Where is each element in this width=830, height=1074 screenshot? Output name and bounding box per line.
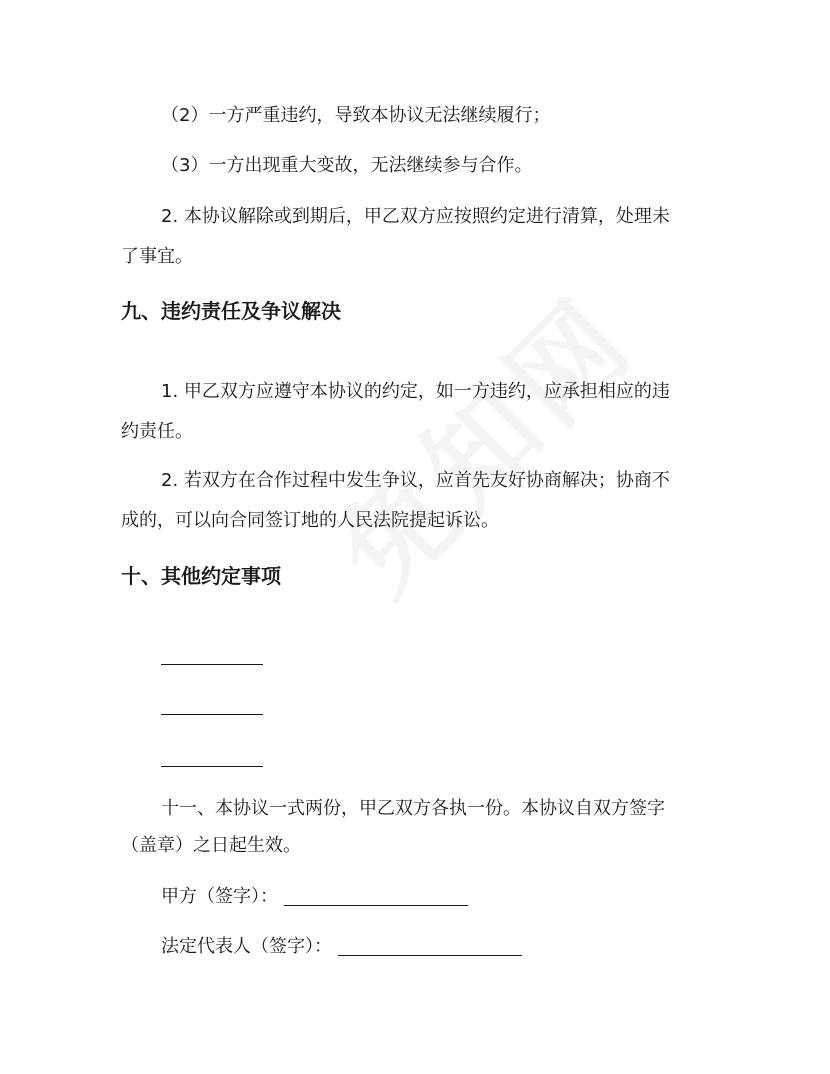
dispute-clause-line-1: 2. 若双方在合作过程中发生争议，应首先友好协商解决；协商不 — [161, 470, 670, 491]
party-a-signature-field[interactable] — [284, 905, 468, 906]
settlement-clause-line-2: 了事宜。 — [121, 246, 193, 267]
blank-line-3 — [161, 766, 263, 767]
liability-clause-line-1: 1. 甲乙双方应遵守本协议的约定，如一方违约，应承担相应的违 — [161, 381, 670, 402]
liability-clause-line-2: 约责任。 — [121, 421, 193, 442]
party-a-signature-label: 甲方（签字）： — [161, 886, 278, 907]
section-11-line-2: （盖章）之日起生效。 — [121, 835, 301, 856]
section-11-line-1: 十一、本协议一式两份，甲乙双方各执一份。本协议自双方签字 — [161, 798, 665, 819]
section-10-heading: 十、其他约定事项 — [121, 564, 281, 588]
blank-line-2 — [161, 714, 263, 715]
termination-item-2: （2）一方严重违约，导致本协议无法继续履行； — [161, 105, 551, 126]
settlement-clause-line-1: 2. 本协议解除或到期后，甲乙双方应按照约定进行清算，处理未 — [161, 206, 670, 227]
blank-line-1 — [161, 664, 263, 665]
dispute-clause-line-2: 成的，可以向合同签订地的人民法院提起诉讼。 — [121, 510, 499, 531]
legal-rep-signature-field[interactable] — [338, 955, 522, 956]
section-9-heading: 九、违约责任及争议解决 — [121, 299, 341, 323]
party-a-signature-row — [161, 885, 468, 909]
termination-item-3: （3）一方出现重大变故，无法继续参与合作。 — [161, 155, 533, 176]
legal-rep-signature-row — [161, 935, 522, 959]
legal-rep-signature-label: 法定代表人（签字）： — [161, 936, 332, 957]
watermark — [297, 256, 663, 622]
